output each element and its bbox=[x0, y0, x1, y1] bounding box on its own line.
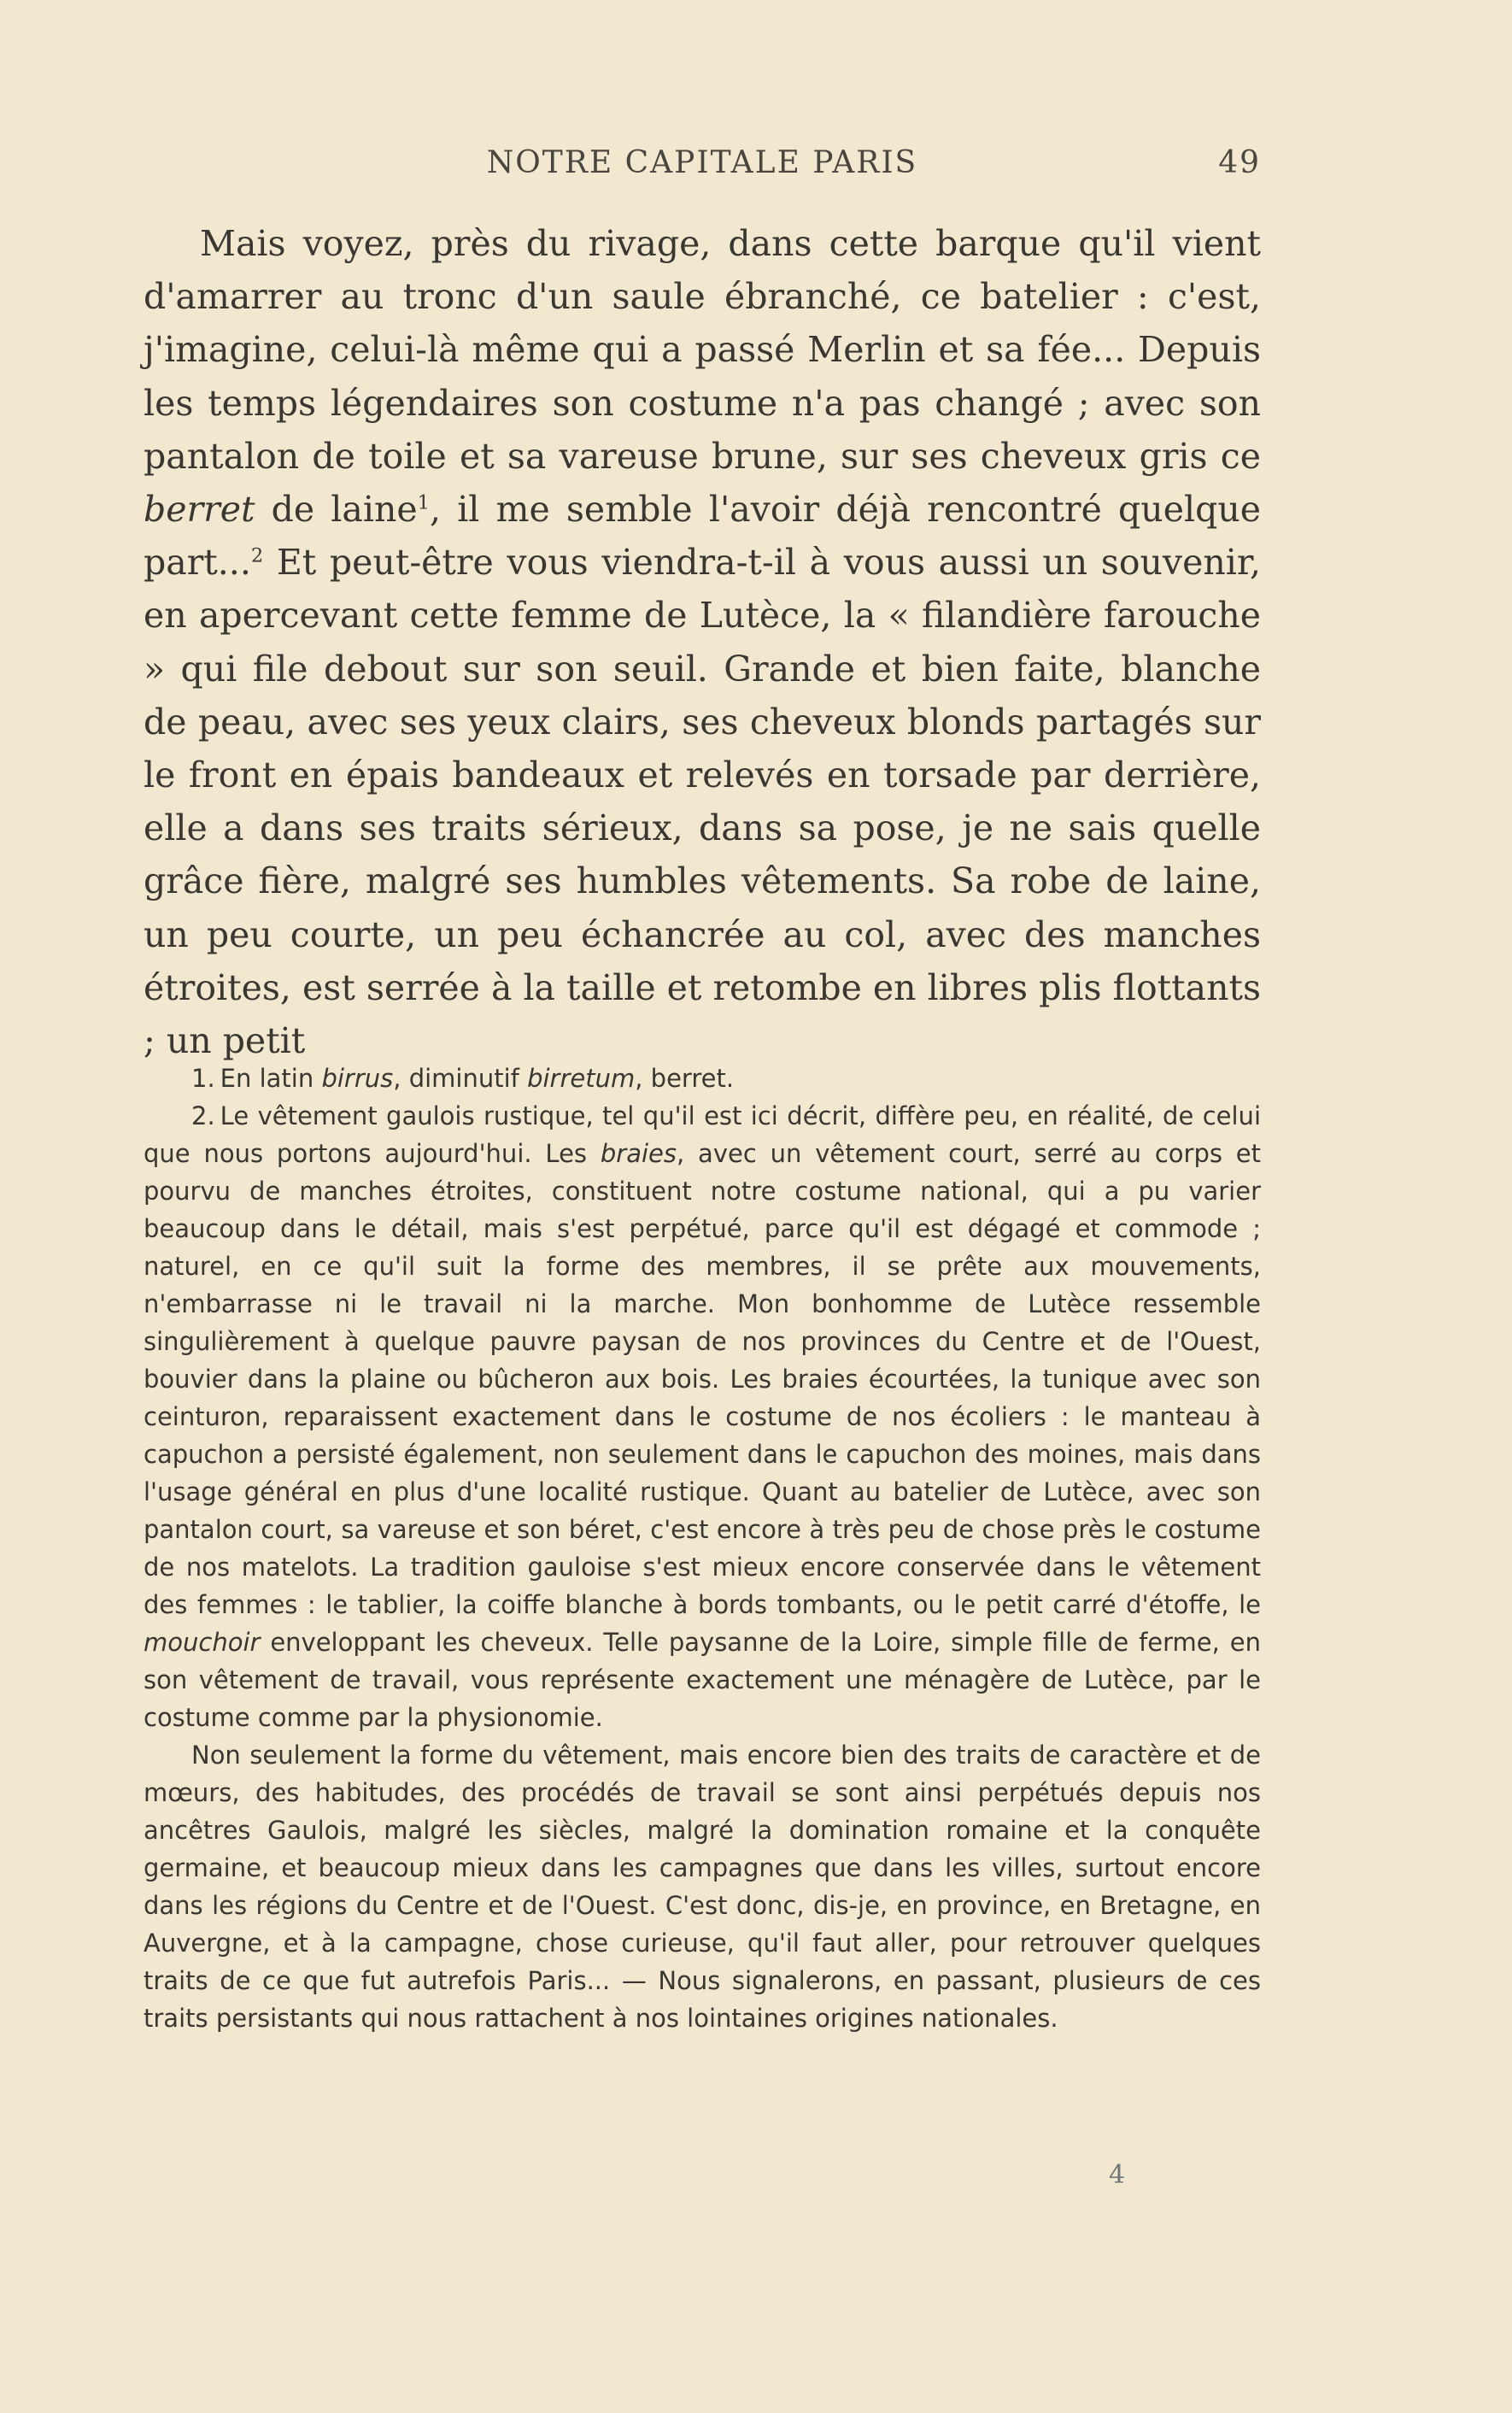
footnote-ref: 1 bbox=[417, 491, 430, 514]
footnote-text: , avec un vêtement court, serré au corps et pourvu de manches étroites, constituent notre costume national, qui a pu varier beaucoup dans le détail, mais s'est perpétué, parce qu'il est dégagé et commode ; naturel, en ce qu'il suit la forme des membres, il se prête aux mouvements, n'embarrasse ni le travail ni la marche. Mon bonhomme de Lutèce ressemble singulièrement à quelque pauvre paysan de nos provinces du Centre et de l'Ouest, bouvier dans la plaine ou bûcheron aux bois. Les braies écourtées, la tunique avec son ceinturon, reparaissent exactement dans le costume de nos écoliers : le manteau à capuchon a persisté également, non seulement dans le capuchon des moines, mais dans l'usage général en plus d'une localité rustique. Quant au batelier de Lutèce, avec son pantalon court, sa vareuse et son béret, c'est encore à très peu de chose près le costume de nos matelots. La tradition gauloise s'est mieux encore conservée dans le vêtement des femmes : le tablier, la coiffe blanche à bords tombants, ou le petit carré d'étoffe, le bbox=[144, 1139, 1262, 1619]
body-text: Et peut-être vous viendra-t-il à vous aussi un souvenir, en apercevant cette femme de Lutèce, la « filandière farouche » qui file debout sur son seuil. Grande et bien faite, blanche de peau, avec ses yeux clairs, ses cheveux blonds partagés sur le front en épais bandeaux et relevés en torsade par derrière, elle a dans ses traits sérieux, dans sa pose, je ne sais quelle grâce fière, malgré ses humbles vêtements. Sa robe de laine, un peu courte, un peu échancrée au col, avec des manches étroites, est serrée à la taille et retombe en libres plis flottants ; un petit bbox=[144, 542, 1261, 1062]
footnote-text: En latin bbox=[220, 1064, 322, 1093]
body-text: de laine bbox=[255, 489, 418, 531]
running-head bbox=[144, 145, 1261, 188]
italic-term: birrus bbox=[321, 1064, 394, 1093]
footnote-text: , diminutif bbox=[393, 1064, 528, 1093]
signature-mark: 4 bbox=[1109, 2160, 1126, 2190]
footnote-ref: 2 bbox=[250, 544, 264, 567]
footnote-text: enveloppant les cheveux. Telle paysanne de la Loire, simple fille de ferme, en son vêtement de travail, vous représente exactement une ménagère de Lutèce, par le costume comme par la physionomie. bbox=[144, 1628, 1261, 1732]
italic-term: birretum bbox=[527, 1064, 636, 1093]
footnote-text: , berret. bbox=[635, 1064, 735, 1093]
footnotes bbox=[144, 1060, 1261, 2037]
footnote-number: 1. bbox=[191, 1064, 215, 1093]
running-title: NOTRE CAPITALE PARIS bbox=[486, 145, 918, 180]
body-paragraph bbox=[144, 217, 1261, 1067]
footnote-2-continued: Non seulement la forme du vêtement, mais encore bien des traits de caractère et de mœurs, des habitudes, des procédés de travail se sont ainsi perpétués depuis nos ancêtres Gaulois, malgré les siècles, malgré la domination romaine et la conquête germaine, et beaucoup mieux dans les campagnes que dans les villes, surtout encore dans les régions du Centre et de l'Ouest. C'est donc, dis-je, en province, en Bretagne, en Auvergne, et à la campagne, chose curieuse, qu'il faut aller, pour retrouver quelques traits de ce que fut autrefois Paris... — Nous signalerons, en passant, plusieurs de ces traits persistants qui nous rattachent à nos lointaines origines nationales. bbox=[144, 1741, 1261, 2033]
footnote-1 bbox=[144, 1060, 1261, 1097]
italic-term: braies bbox=[600, 1139, 677, 1168]
footnote-text: Le vêtement gaulois rustique, tel qu'il est ici décrit, diffère peu, en réalité, de celui que nous portons aujourd'hui. Les bbox=[144, 1101, 1261, 1168]
page-number: 49 bbox=[1218, 145, 1261, 180]
italic-term: berret bbox=[144, 489, 255, 531]
italic-term: mouchoir bbox=[144, 1628, 261, 1657]
footnote-number: 2. bbox=[191, 1101, 215, 1130]
footnote-2 bbox=[144, 1097, 1261, 1736]
main-text bbox=[144, 217, 1261, 1067]
body-text: , il me semble l'avoir déjà rencontré quelque part... bbox=[144, 489, 1261, 584]
body-text: Mais voyez, près du rivage, dans cette barque qu'il vient d'amarrer au tronc d'un saule ébranché, ce batelier : c'est, j'imagine, celui-là même qui a passé Merlin et sa fée... Depuis les temps légendaires son costume n'a pas changé ; avec son pantalon de toile et sa vareuse brune, sur ses cheveux gris ce bbox=[144, 223, 1261, 477]
